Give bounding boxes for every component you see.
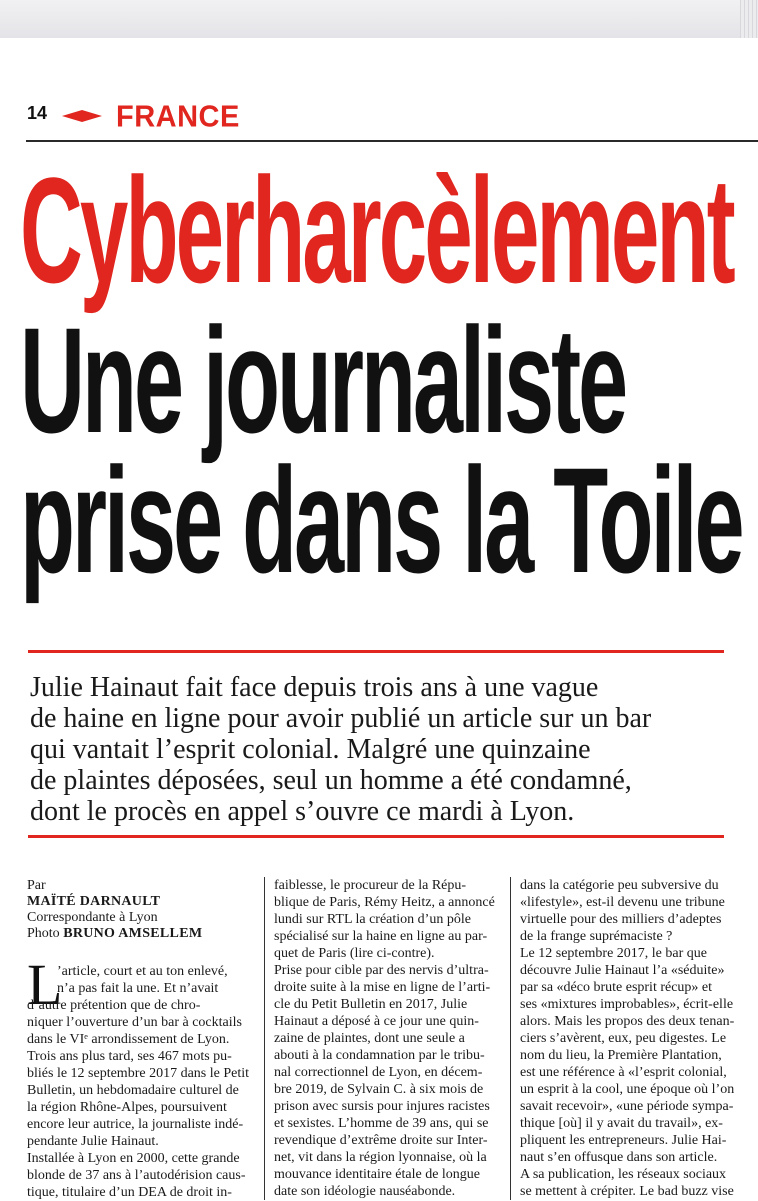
text-line: ciers s’avèrent, eux, peu digestes. Le — [520, 1031, 727, 1046]
headline-kicker: Cyberharcèlement — [20, 146, 733, 314]
text-line: date son idéologie nauséabonde. — [274, 1184, 456, 1199]
text-line: tique, titulaire d’un DEA de droit in- — [27, 1185, 232, 1200]
text-line: pendante Julie Hainaut. — [27, 1134, 159, 1149]
lede-line: Julie Hainaut fait face depuis trois ans à une vague — [30, 672, 599, 703]
text-line: blique de Paris, Rémy Heitz, a annoncé — [274, 895, 495, 910]
photographer: BRUNO AMSELLEM — [63, 926, 203, 941]
byline-photo — [27, 926, 257, 942]
page-number: 14 — [27, 103, 48, 123]
text-line: savait recevoir», «une période sympa- — [520, 1099, 734, 1114]
text-line: bliés le 12 septembre 2017 dans le Petit — [27, 1066, 250, 1081]
text-line: n’a pas fait la une. Et n’avait — [57, 981, 219, 996]
text-line: Bulletin, un hebdomadaire culturel de — [27, 1083, 239, 1098]
byline-author: MAÏTÉ DARNAULT — [27, 894, 161, 909]
text-line: Installée à Lyon en 2000, cette grande — [27, 1151, 240, 1166]
header-rule — [26, 140, 758, 142]
text-line: prison avec sursis pour injures racistes — [274, 1099, 490, 1114]
text-line: «lifestyle», est-il devenu une tribune — [520, 895, 725, 910]
headline — [20, 296, 742, 604]
text-line: Le 12 septembre 2017, le bar que — [520, 946, 707, 961]
byline-role: Correspondante à Lyon — [27, 910, 158, 925]
lede-bottom-rule — [28, 835, 724, 838]
text-line: lundi sur RTL la création d’un pôle — [274, 912, 471, 927]
byline — [27, 878, 257, 942]
text-line: est une référence à «l’esprit colonial, — [520, 1065, 727, 1080]
text-line: alors. Mais les propos des deux tenan- — [520, 1014, 735, 1029]
text-line: niquer l’ouverture d’un bar à cocktails — [27, 1015, 242, 1030]
column-divider — [264, 877, 265, 1200]
dropcap: L — [27, 952, 63, 1017]
lede-line: dont le procès en appel s’ouvre ce mardi à Lyon. — [30, 796, 575, 827]
section-diamond-icon — [62, 110, 102, 122]
text-line: découvre Julie Hainaut l’a «séduite» — [520, 963, 725, 978]
article-column-2 — [274, 877, 506, 1200]
text-line: blonde de 37 ans à l’autodérision caus- — [27, 1168, 246, 1183]
text-line: la région Rhône-Alpes, poursuivent — [27, 1100, 227, 1115]
headline-line: prise dans la Toile — [20, 436, 742, 604]
text-line: bre 2019, de Sylvain C. à six mois de — [274, 1082, 484, 1097]
text-line: d’autre prétention que de chro- — [27, 998, 201, 1013]
column-divider — [510, 877, 511, 1200]
text-line: A sa publication, les réseaux sociaux — [520, 1167, 727, 1182]
text-line: zaine de plaintes, dont une seule a — [274, 1031, 465, 1046]
text-line: faiblesse, le procureur de la Répu- — [274, 878, 467, 893]
lede-line: de plaintes déposées, seul un homme a été condamné, — [30, 765, 632, 796]
text-line: Prise pour cible par des nervis d’ultra- — [274, 963, 489, 978]
article-column-3 — [520, 877, 752, 1200]
text-line: droite suite à la mise en ligne de l’arti- — [274, 980, 491, 995]
text-line: virtuelle pour des milliers d’adeptes — [520, 912, 722, 927]
byline-by: Par — [27, 878, 46, 893]
text-line: un esprit à la cool, une époque où l’on — [520, 1082, 735, 1097]
text-line: nal correctionnel de Lyon, en décem- — [274, 1065, 483, 1080]
text-line: de la frange suprémaciste ? — [520, 929, 673, 944]
text-line: Hainaut a déposé à ce jour une quin- — [274, 1014, 479, 1029]
text-line: revendique d’extrême droite sur Inter- — [274, 1133, 488, 1148]
section-label: FRANCE — [116, 100, 240, 134]
headline-line: Une journaliste — [20, 296, 626, 464]
article-column-1 — [27, 963, 259, 1201]
photo-label: Photo — [27, 926, 60, 941]
text-line: mouvance identitaire étale de longue — [274, 1167, 481, 1182]
browser-top-strip — [0, 0, 758, 38]
text-line: dans le VIᵉ arrondissement de Lyon. — [27, 1032, 230, 1047]
text-line: ses «mixtures improbables», écrit-elle — [520, 997, 734, 1012]
text-line: abouti à la condamnation par le tribu- — [274, 1048, 485, 1063]
text-line: encore leur autrice, la journaliste indé- — [27, 1117, 244, 1132]
text-line: nom du lieu, la Première Plantation, — [520, 1048, 722, 1063]
text-line: thique [où] il y avait du travail», ex- — [520, 1116, 723, 1131]
text-line: et sexistes. L’homme de 39 ans, qui se — [274, 1116, 489, 1131]
lede-line: qui vantait l’esprit colonial. Malgré une quinzaine — [30, 734, 591, 765]
text-line: pliquent les entrepreneurs. Julie Hai- — [520, 1133, 727, 1148]
text-line: spécialisé sur la haine en ligne au par- — [274, 929, 488, 944]
text-line: cle du Petit Bulletin en 2017, Julie — [274, 997, 468, 1012]
lede-line: de haine en ligne pour avoir publié un article sur un bar — [30, 703, 652, 734]
text-line: naut s’en offusque dans son article. — [520, 1150, 718, 1165]
text-line: dans la catégorie peu subversive du — [520, 878, 719, 893]
text-line: par sa «déco brute esprit récup» et — [520, 980, 713, 995]
text-line: se mettent à crépiter. Le bad buzz vise — [520, 1184, 734, 1199]
lede-top-rule — [28, 650, 724, 653]
text-line: quet de Paris (lire ci-contre). — [274, 946, 435, 961]
text-line: Trois ans plus tard, ses 467 mots pu- — [27, 1049, 232, 1064]
text-line: ’article, court et au ton enlevé, — [57, 964, 228, 979]
lede — [30, 672, 730, 827]
text-line: net, vit dans la région lyonnaise, où la — [274, 1150, 487, 1165]
